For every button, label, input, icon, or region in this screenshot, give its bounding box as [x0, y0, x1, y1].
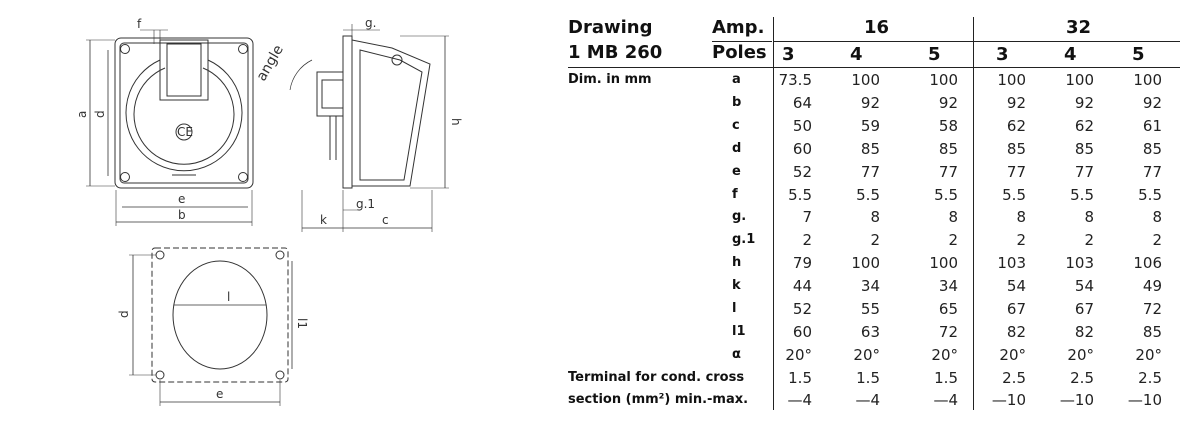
table-cell: 100 — [929, 71, 958, 89]
table-cell: 79 — [792, 254, 812, 273]
table-cell: 92 — [1006, 93, 1026, 112]
table-cell: 5.5 — [856, 185, 880, 204]
table-cell: 58 — [938, 116, 958, 135]
table-cell: 8 — [948, 208, 958, 227]
table-cell: 20° — [931, 345, 958, 364]
table-cell: 77 — [1074, 162, 1094, 181]
dim-label-c: c — [382, 213, 389, 227]
terminal-max-cell: —10 — [1127, 391, 1162, 409]
dim-label-d2: d — [117, 310, 131, 318]
table-cell: 100 — [851, 254, 880, 273]
table-cell: 85 — [1074, 139, 1094, 158]
table-cell: 44 — [792, 277, 812, 296]
row-label: d — [732, 140, 742, 156]
table-cell: 20° — [853, 345, 880, 364]
table-cell: 8 — [870, 208, 880, 227]
dim-label-l1: l1 — [295, 318, 309, 329]
table-cell: 82 — [1006, 322, 1026, 341]
poles-header-6: 5 — [1132, 44, 1145, 65]
row-label: c — [732, 117, 740, 133]
table-cell: 62 — [1074, 116, 1094, 135]
table-cell: 2 — [802, 231, 812, 250]
dim-caption: Dim. in mm — [568, 72, 652, 87]
table-cell: 8 — [1084, 208, 1094, 227]
row-label: e — [732, 163, 741, 179]
table-cell: 20° — [1135, 345, 1162, 364]
dim-label-f: f — [137, 17, 142, 31]
amp-label: Amp. — [712, 17, 765, 38]
dim-label-e2: e — [216, 387, 224, 401]
table-cell: 52 — [792, 300, 812, 318]
row-label: a — [732, 72, 741, 87]
dim-label-d: d — [93, 110, 107, 118]
drawing-label: Drawing — [568, 17, 653, 38]
row-label: b — [732, 94, 742, 110]
poles-header-4: 3 — [996, 44, 1009, 65]
cutout-view — [152, 248, 288, 382]
dim-label-h: h — [449, 118, 463, 126]
row-label: g. — [732, 209, 747, 225]
terminal-max-cell: —10 — [1059, 391, 1094, 409]
row-label: α — [732, 346, 741, 362]
poles-header-1: 3 — [782, 44, 795, 65]
table-cell: 49 — [1142, 277, 1162, 296]
table-cell: 100 — [929, 254, 958, 273]
table-cell: 20° — [785, 345, 812, 364]
terminal-min-cell: 2.5 — [1138, 369, 1162, 387]
table-cell: 77 — [1142, 162, 1162, 181]
terminal-min-cell: 2.5 — [1070, 369, 1094, 387]
poles-header-5: 4 — [1064, 44, 1077, 65]
table-cell: 8 — [1152, 208, 1162, 227]
table-cell: 106 — [1133, 254, 1162, 273]
table-cell: 2 — [948, 231, 958, 250]
table-cell: 85 — [860, 139, 880, 158]
row-label: l1 — [732, 323, 746, 339]
dim-label-e: e — [178, 192, 186, 206]
table-cell: 62 — [1006, 116, 1026, 135]
table-cell: 50 — [792, 116, 812, 135]
dim-label-g1: g.1 — [356, 197, 376, 211]
amp-group-16: 16 — [864, 17, 890, 38]
table-cell: 2 — [1084, 231, 1094, 250]
table-cell: 59 — [860, 116, 880, 135]
table-cell: 67 — [1074, 300, 1094, 318]
table-cell: 73.5 — [778, 71, 812, 89]
table-cell: 103 — [1065, 254, 1094, 273]
dim-label-b: b — [178, 208, 186, 222]
model-number: 1 MB 260 — [568, 42, 663, 63]
table-cell: 63 — [860, 322, 880, 341]
table-cell: 34 — [860, 277, 880, 296]
row-label: l — [732, 301, 737, 316]
table-cell: 60 — [792, 139, 812, 158]
row-label: h — [732, 255, 742, 271]
table-cell: 54 — [1074, 277, 1094, 296]
table-cell: 85 — [938, 139, 958, 158]
dim-label-g: g. — [365, 16, 377, 30]
table-cell: 103 — [997, 254, 1026, 273]
table-cell: 72 — [938, 322, 958, 341]
table-cell: 5.5 — [788, 185, 812, 204]
table-cell: 55 — [860, 300, 880, 318]
table-cell: 7 — [802, 208, 812, 227]
poles-header-2: 4 — [850, 44, 863, 65]
table-cell: 52 — [792, 162, 812, 181]
terminal-max-cell: —4 — [855, 391, 880, 409]
table-cell: 100 — [997, 71, 1026, 89]
dim-label-a: a — [75, 110, 89, 118]
terminal-max-cell: —4 — [933, 391, 958, 409]
table-cell: 20° — [1067, 345, 1094, 364]
table-cell: 92 — [860, 93, 880, 112]
ce-mark: CE — [177, 125, 193, 139]
table-cell: 54 — [1006, 277, 1026, 296]
table-cell: 77 — [938, 162, 958, 181]
table-cell: 85 — [1006, 139, 1026, 158]
dim-label-angle: angle — [253, 42, 287, 84]
amp-group-32: 32 — [1066, 17, 1092, 38]
terminal-min-cell: 2.5 — [1002, 369, 1026, 387]
table-cell: 67 — [1006, 300, 1026, 318]
table-cell: 8 — [1016, 208, 1026, 227]
table-cell: 34 — [938, 277, 958, 296]
terminal-label-line2: section (mm²) min.-max. — [568, 392, 749, 407]
row-label: g.1 — [732, 232, 756, 248]
terminal-max-cell: —4 — [787, 391, 812, 409]
terminal-min-cell: 1.5 — [934, 369, 958, 387]
table-cell: 72 — [1142, 300, 1162, 318]
table-cell: 2 — [1016, 231, 1026, 250]
table-cell: 5.5 — [1070, 185, 1094, 204]
table-cell: 92 — [938, 93, 958, 112]
table-cell: 85 — [1142, 322, 1162, 341]
side-view — [317, 36, 430, 188]
table-cell: 61 — [1142, 116, 1162, 135]
table-cell: 92 — [1074, 93, 1094, 112]
poles-header-3: 5 — [928, 44, 941, 65]
table-cell: 85 — [1142, 139, 1162, 158]
terminal-min-cell: 1.5 — [788, 369, 812, 387]
table-cell: 100 — [851, 71, 880, 89]
terminal-max-cell: —10 — [991, 391, 1026, 409]
front-view — [115, 38, 253, 188]
row-label: f — [732, 186, 738, 202]
table-cell: 100 — [1065, 71, 1094, 89]
table-cell: 60 — [792, 322, 812, 341]
dim-label-k: k — [320, 213, 327, 227]
technical-drawings — [0, 0, 560, 427]
table-cell: 65 — [938, 300, 958, 318]
terminal-min-cell: 1.5 — [856, 369, 880, 387]
table-cell: 64 — [792, 93, 812, 112]
table-cell: 92 — [1142, 93, 1162, 112]
table-cell: 2 — [1152, 231, 1162, 250]
row-label: k — [732, 278, 741, 294]
poles-label: Poles — [712, 42, 767, 63]
table-cell: 5.5 — [1002, 185, 1026, 204]
table-cell: 77 — [1006, 162, 1026, 181]
table-cell: 77 — [860, 162, 880, 181]
table-cell: 5.5 — [1138, 185, 1162, 204]
table-cell: 20° — [999, 345, 1026, 364]
table-cell: 5.5 — [934, 185, 958, 204]
table-cell: 2 — [870, 231, 880, 250]
table-cell: 100 — [1133, 71, 1162, 89]
table-cell: 82 — [1074, 322, 1094, 341]
dim-label-l: l — [227, 290, 231, 304]
terminal-label-line1: Terminal for cond. cross — [568, 370, 745, 385]
